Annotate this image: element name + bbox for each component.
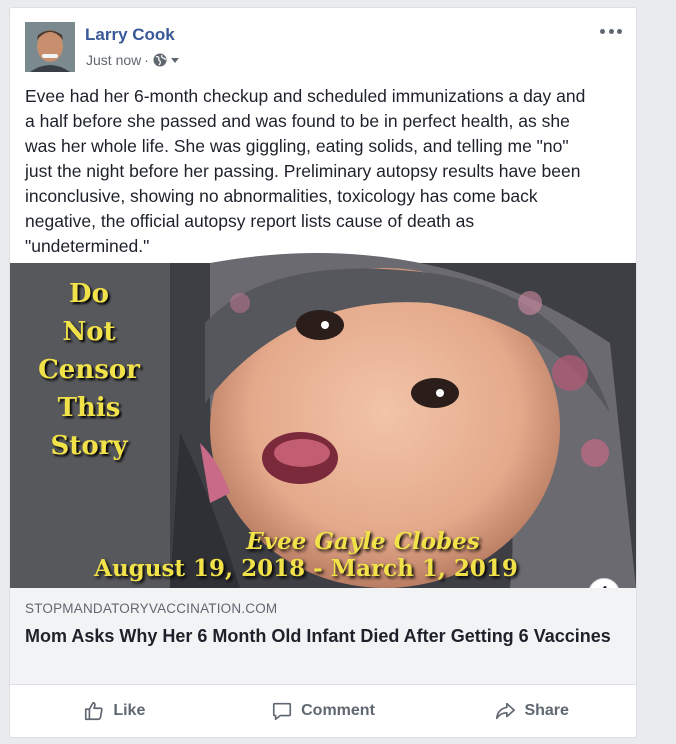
more-options-icon[interactable] <box>600 25 622 37</box>
author-avatar[interactable] <box>25 22 75 72</box>
link-preview-footer[interactable] <box>10 588 636 685</box>
share-button[interactable] <box>427 685 636 737</box>
comment-button[interactable] <box>219 685 428 737</box>
author-name[interactable]: Larry Cook <box>85 25 175 44</box>
overlay-word: This <box>57 393 121 423</box>
image-caption-name: Evee Gayle Clobes <box>246 528 480 555</box>
thumbs-up-icon <box>83 700 105 722</box>
overlay-word: Not <box>62 317 116 347</box>
post-meta <box>86 52 179 68</box>
comment-label: Comment <box>301 702 375 719</box>
link-preview-image[interactable] <box>10 263 636 588</box>
image-caption-dates: August 19, 2018 - March 1, 2019 <box>94 555 518 582</box>
share-label: Share <box>524 702 569 719</box>
overlay-word: Do <box>69 279 109 309</box>
post-text: Evee had her 6-month checkup and scheduled immunizations a day and a half before she passed and was found to be in perfect health, as she was her whole life. She was giggling, eating solids, and telling me "no" just the night before her passing. Preliminary autopsy results have been inconclusive, showing no abnormalities, toxicology has come back negative, the official autopsy report lists cause of death as "undetermined." <box>25 86 586 256</box>
meta-separator: · <box>144 52 149 68</box>
share-arrow-icon <box>494 700 516 722</box>
like-button[interactable] <box>10 685 219 737</box>
overlay-word: Censor <box>38 355 140 385</box>
globe-icon[interactable] <box>153 53 167 67</box>
post-actions <box>10 685 636 737</box>
overlay-headline <box>30 275 148 465</box>
link-headline[interactable]: Mom Asks Why Her 6 Month Old Infant Died After Getting 6 Vaccines <box>25 626 611 646</box>
feed-post <box>9 7 637 738</box>
overlay-word: Story <box>50 431 128 461</box>
link-domain: STOPMANDATORYVACCINATION.COM <box>25 601 278 616</box>
comment-icon <box>271 700 293 722</box>
like-label: Like <box>113 702 146 719</box>
post-timestamp[interactable]: Just now <box>86 52 142 68</box>
privacy-dropdown-caret-icon[interactable] <box>171 58 179 63</box>
